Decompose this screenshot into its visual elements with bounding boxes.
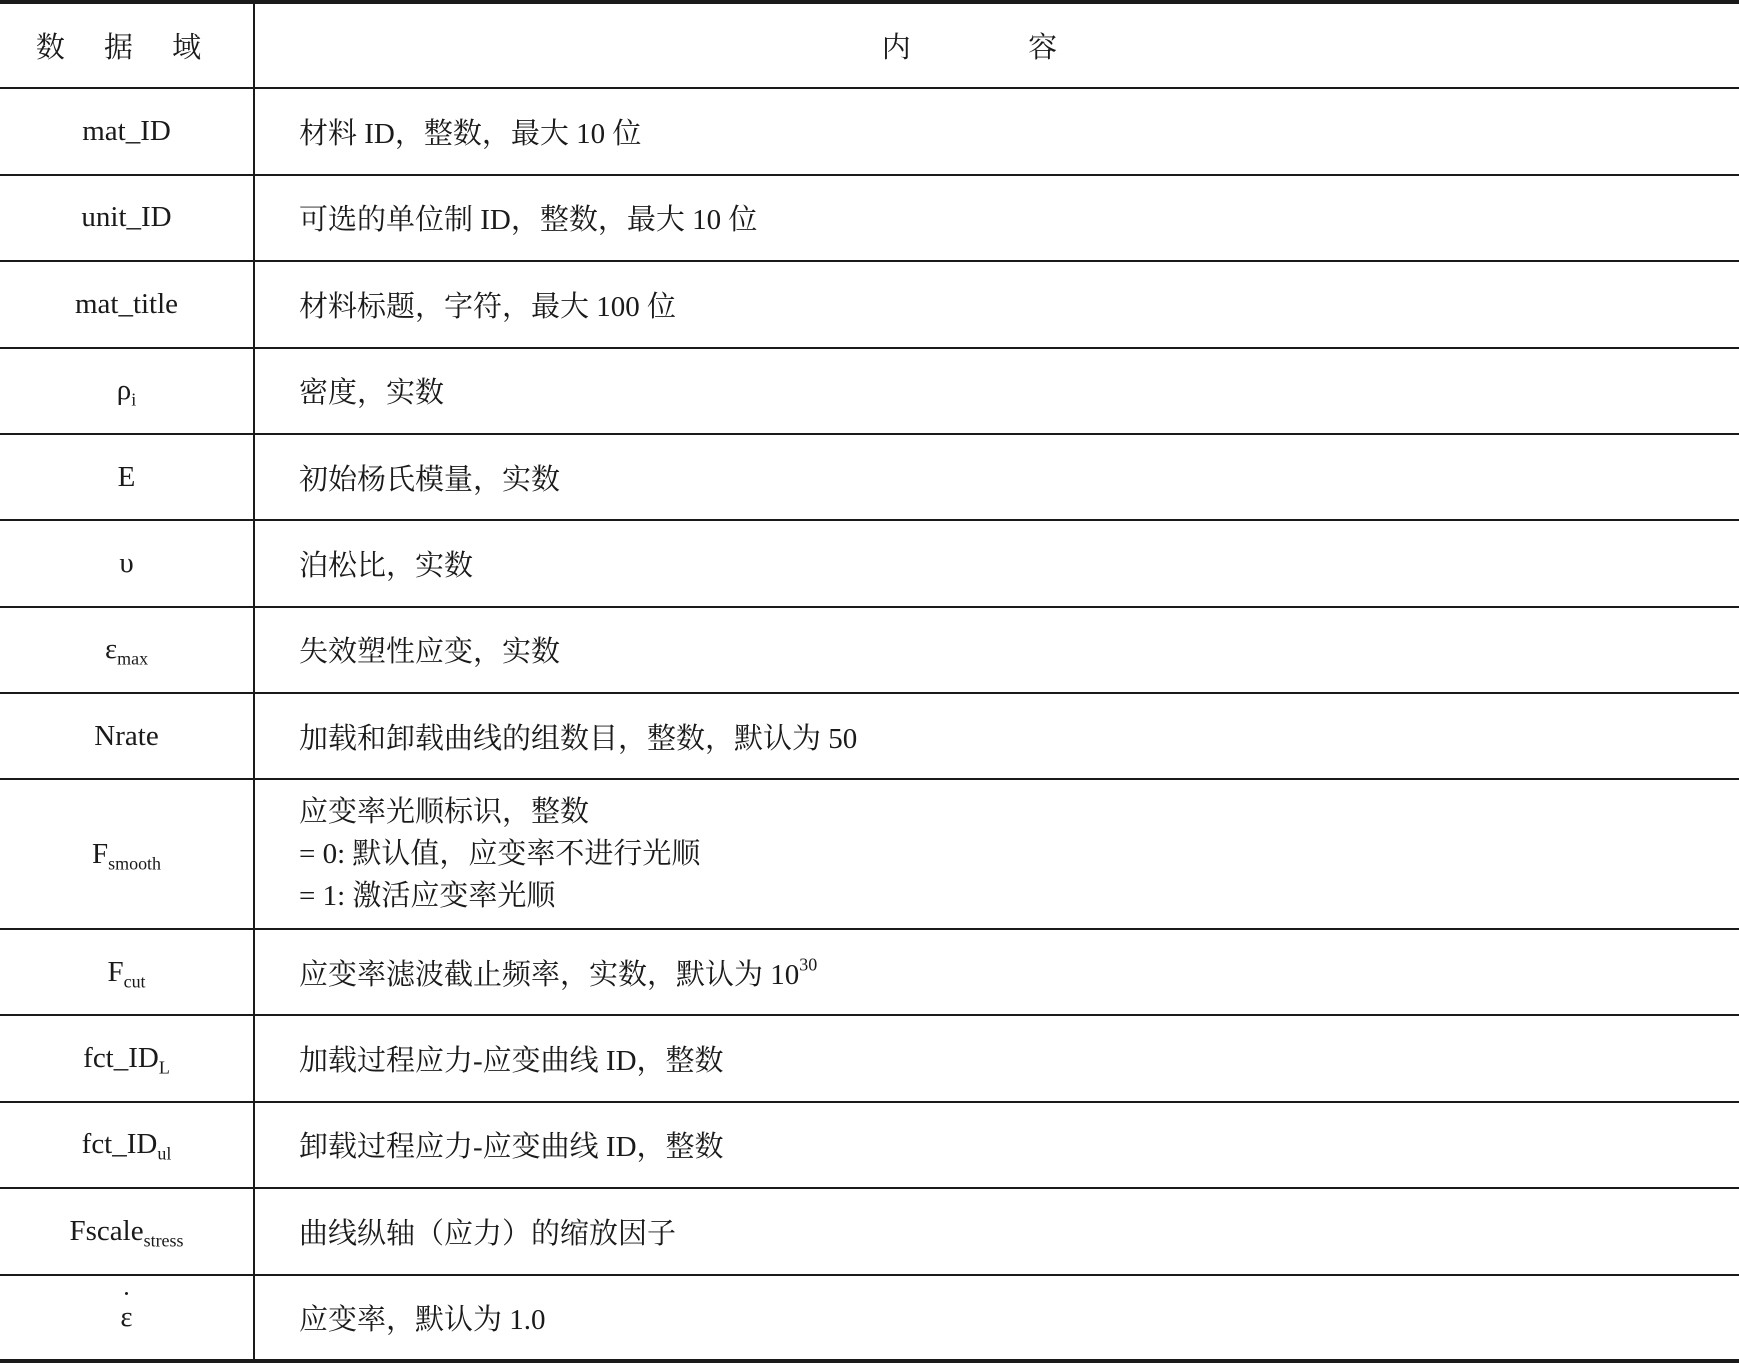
header-field: 数 据 域 <box>0 2 254 88</box>
table-row <box>0 348 1739 434</box>
field-cell: Nrate <box>0 693 254 779</box>
table-row <box>0 88 1739 174</box>
desc-cell: 应变率滤波截止频率，实数，默认为 $10^{30}$ <box>254 929 1739 1015</box>
table-row <box>0 1275 1739 1361</box>
table-row <box>0 779 1739 929</box>
table-row <box>0 261 1739 347</box>
desc-cell: 卸载过程应力-应变曲线 ID，整数 <box>254 1102 1739 1188</box>
table-row <box>0 175 1739 261</box>
field-cell: unit_ID <box>0 175 254 261</box>
field-cell: $\rho_i$ <box>0 348 254 434</box>
field-cell <box>0 1275 254 1361</box>
field-cell: $F_{smooth}$ <box>0 779 254 929</box>
field-cell: E <box>0 434 254 520</box>
table-row <box>0 434 1739 520</box>
field-cell: Fscale$_{stress}$ <box>0 1188 254 1274</box>
desc-cell: 初始杨氏模量，实数 <box>254 434 1739 520</box>
table-row <box>0 1188 1739 1274</box>
field-cell: $F_{cut}$ <box>0 929 254 1015</box>
table-row <box>0 1015 1739 1101</box>
table-header-row <box>0 2 1739 88</box>
desc-cell: 加载和卸载曲线的组数目，整数，默认为 50 <box>254 693 1739 779</box>
field-cell: υ <box>0 520 254 606</box>
table-row <box>0 929 1739 1015</box>
desc-cell: 泊松比，实数 <box>254 520 1739 606</box>
table-row <box>0 693 1739 779</box>
desc-cell: 曲线纵轴（应力）的缩放因子 <box>254 1188 1739 1274</box>
desc-cell: 应变率光顺标识，整数 = 0: 默认值，应变率不进行光顺 = 1: 激活应变率光顺 <box>254 779 1739 929</box>
table-row <box>0 607 1739 693</box>
field-cell: $\varepsilon_{max}$ <box>0 607 254 693</box>
table-row <box>0 1102 1739 1188</box>
desc-cell: 可选的单位制 ID，整数，最大 10 位 <box>254 175 1739 261</box>
desc-cell: 加载过程应力-应变曲线 ID，整数 <box>254 1015 1739 1101</box>
desc-cell: 失效塑性应变，实数 <box>254 607 1739 693</box>
strain-rate-symbol: ε ˙ <box>120 1301 132 1334</box>
table-row <box>0 520 1739 606</box>
field-cell: $fct\_ID_L$ <box>0 1015 254 1101</box>
field-cell: $fct\_ID_{ul}$ <box>0 1102 254 1188</box>
desc-cell: 密度，实数 <box>254 348 1739 434</box>
header-content: 内 容 <box>254 2 1739 88</box>
field-cell: mat_title <box>0 261 254 347</box>
desc-cell: 应变率，默认为 1.0 <box>254 1275 1739 1361</box>
desc-cell: 材料标题，字符，最大 100 位 <box>254 261 1739 347</box>
desc-cell: 材料 ID，整数，最大 10 位 <box>254 88 1739 174</box>
field-cell: mat_ID <box>0 88 254 174</box>
